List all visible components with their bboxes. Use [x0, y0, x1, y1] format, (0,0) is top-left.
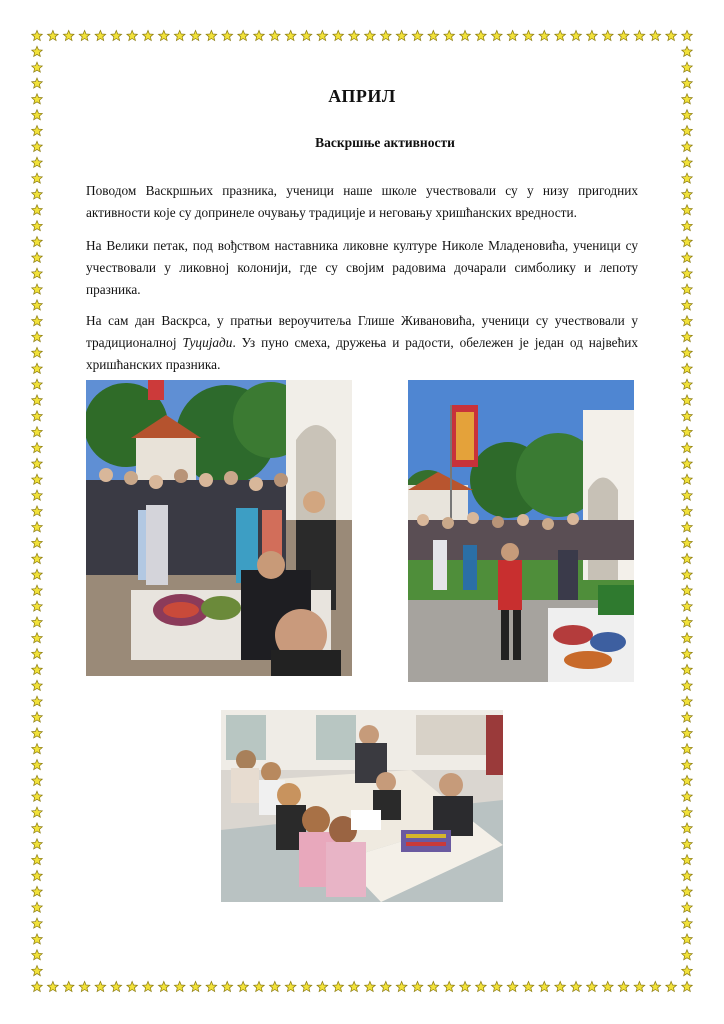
- border-star: [32, 649, 43, 659]
- border-star: [428, 30, 439, 40]
- border-star: [32, 490, 43, 500]
- border-star: [682, 157, 693, 167]
- border-star: [32, 110, 43, 120]
- border-star: [32, 601, 43, 611]
- border-star: [206, 981, 217, 991]
- paragraph-easter-day-text-1: На сам дан Васкрса, у пратњи вероучитеља Глише Живановића, ученици су учествовали у традиционалној: [86, 313, 638, 350]
- border-star: [682, 427, 693, 437]
- border-star: [32, 347, 43, 357]
- border-star: [381, 981, 392, 991]
- border-star: [127, 981, 138, 991]
- border-star: [602, 30, 613, 40]
- border-star: [650, 30, 661, 40]
- border-star: [523, 981, 534, 991]
- border-star: [682, 617, 693, 627]
- border-star: [32, 427, 43, 437]
- border-star: [32, 791, 43, 801]
- border-star: [682, 950, 693, 960]
- border-star: [95, 981, 106, 991]
- border-star: [32, 585, 43, 595]
- border-star: [127, 30, 138, 40]
- border-star: [428, 981, 439, 991]
- border-star: [32, 458, 43, 468]
- border-star: [539, 30, 550, 40]
- border-star: [682, 506, 693, 516]
- border-star: [571, 30, 582, 40]
- border-star: [460, 30, 471, 40]
- border-star: [444, 30, 455, 40]
- border-star: [682, 934, 693, 944]
- border-star: [32, 189, 43, 199]
- border-star: [666, 30, 677, 40]
- border-star: [682, 411, 693, 421]
- border-star: [682, 823, 693, 833]
- border-star: [32, 363, 43, 373]
- border-star: [32, 538, 43, 548]
- border-star: [32, 728, 43, 738]
- border-star: [32, 950, 43, 960]
- border-star: [587, 981, 598, 991]
- border-star: [682, 680, 693, 690]
- border-star: [555, 30, 566, 40]
- border-star: [32, 126, 43, 136]
- border-star: [159, 981, 170, 991]
- photo-churchyard-banner: [408, 380, 634, 682]
- border-star: [254, 30, 265, 40]
- border-star: [32, 316, 43, 326]
- border-star: [63, 30, 74, 40]
- border-star: [32, 411, 43, 421]
- border-star: [32, 569, 43, 579]
- border-star: [682, 363, 693, 373]
- border-star: [555, 981, 566, 991]
- border-star: [682, 205, 693, 215]
- border-star: [32, 870, 43, 880]
- border-star: [365, 30, 376, 40]
- border-star: [682, 664, 693, 674]
- border-star: [682, 490, 693, 500]
- border-star: [650, 981, 661, 991]
- border-star: [507, 30, 518, 40]
- border-star: [32, 522, 43, 532]
- border-star: [32, 902, 43, 912]
- border-star: [32, 934, 43, 944]
- border-star: [634, 30, 645, 40]
- border-star: [682, 791, 693, 801]
- border-star: [222, 981, 233, 991]
- border-star: [174, 30, 185, 40]
- photo-easter-crowd-church: [86, 380, 352, 676]
- border-star: [32, 443, 43, 453]
- border-star: [602, 981, 613, 991]
- border-star: [682, 981, 693, 991]
- border-star: [682, 173, 693, 183]
- border-star: [682, 538, 693, 548]
- border-star: [143, 30, 154, 40]
- border-star: [682, 30, 693, 40]
- border-star: [396, 30, 407, 40]
- border-star: [190, 30, 201, 40]
- border-star: [460, 981, 471, 991]
- border-star: [317, 30, 328, 40]
- border-star: [682, 775, 693, 785]
- border-star: [32, 205, 43, 215]
- border-star: [618, 981, 629, 991]
- border-star: [32, 46, 43, 56]
- border-star: [682, 300, 693, 310]
- border-star: [48, 981, 59, 991]
- border-star: [396, 981, 407, 991]
- border-star: [32, 966, 43, 976]
- border-star: [682, 696, 693, 706]
- border-star: [32, 855, 43, 865]
- border-star: [682, 966, 693, 976]
- border-star: [491, 981, 502, 991]
- border-star: [365, 981, 376, 991]
- border-star: [32, 237, 43, 247]
- border-star: [412, 981, 423, 991]
- border-star: [682, 712, 693, 722]
- border-star: [317, 981, 328, 991]
- border-star: [32, 760, 43, 770]
- border-star: [682, 221, 693, 231]
- border-star: [349, 30, 360, 40]
- border-star: [32, 62, 43, 72]
- border-star: [634, 981, 645, 991]
- border-star: [32, 221, 43, 231]
- border-star: [682, 126, 693, 136]
- border-star: [476, 981, 487, 991]
- border-star: [32, 664, 43, 674]
- paragraph-good-friday: На Велики петак, под вођством наставника ликовне културе Николе Младеновића, ученици су учествовали у ликовној колонији, где су својим радовима дочарали симболику и лепоту празника.: [86, 238, 638, 297]
- border-star: [238, 981, 249, 991]
- border-star: [682, 474, 693, 484]
- border-star: [32, 680, 43, 690]
- border-star: [412, 30, 423, 40]
- border-star: [238, 30, 249, 40]
- border-star: [333, 30, 344, 40]
- border-star: [682, 601, 693, 611]
- border-star: [682, 316, 693, 326]
- border-star: [539, 981, 550, 991]
- border-star: [682, 237, 693, 247]
- border-star: [285, 30, 296, 40]
- border-star: [682, 553, 693, 563]
- border-star: [333, 981, 344, 991]
- border-star: [682, 110, 693, 120]
- border-star: [270, 30, 281, 40]
- border-star: [682, 395, 693, 405]
- border-star: [682, 728, 693, 738]
- border-star: [682, 332, 693, 342]
- paragraph-easter-day-italic: Туцијади: [182, 335, 233, 350]
- border-star: [682, 902, 693, 912]
- border-star: [682, 46, 693, 56]
- border-star: [79, 30, 90, 40]
- border-star: [349, 981, 360, 991]
- border-star: [682, 62, 693, 72]
- paragraph-intro: Поводом Васкршњих празника, ученици наше школе учествовали су у низу пригодних активности које су допринеле очувању традиције и неговању хришћанских вредности.: [86, 183, 638, 220]
- border-star: [682, 855, 693, 865]
- border-star: [682, 443, 693, 453]
- border-star: [111, 30, 122, 40]
- border-star: [32, 173, 43, 183]
- border-star: [222, 30, 233, 40]
- border-star: [32, 157, 43, 167]
- border-star: [682, 870, 693, 880]
- border-star: [301, 981, 312, 991]
- paragraph-easter-day: [86, 310, 638, 376]
- border-star: [682, 268, 693, 278]
- border-star: [32, 141, 43, 151]
- border-star: [571, 981, 582, 991]
- border-star: [666, 981, 677, 991]
- border-star: [476, 30, 487, 40]
- border-star: [507, 981, 518, 991]
- border-star: [32, 474, 43, 484]
- border-star: [32, 823, 43, 833]
- border-star: [682, 522, 693, 532]
- border-star: [32, 807, 43, 817]
- page-title: АПРИЛ: [328, 86, 396, 106]
- border-star: [95, 30, 106, 40]
- border-star: [682, 141, 693, 151]
- border-star: [32, 696, 43, 706]
- border-star: [32, 268, 43, 278]
- border-star: [32, 712, 43, 722]
- section-subtitle: Васкршње активности: [315, 135, 455, 150]
- border-star: [682, 458, 693, 468]
- border-star: [301, 30, 312, 40]
- border-star: [444, 981, 455, 991]
- border-star: [682, 649, 693, 659]
- border-star: [32, 918, 43, 928]
- border-star: [270, 981, 281, 991]
- border-star: [32, 252, 43, 262]
- border-star: [32, 506, 43, 516]
- border-star: [174, 981, 185, 991]
- border-star: [32, 775, 43, 785]
- border-star: [32, 981, 43, 991]
- border-star: [32, 744, 43, 754]
- border-star: [32, 839, 43, 849]
- border-star: [682, 189, 693, 199]
- border-star: [682, 633, 693, 643]
- border-star: [206, 30, 217, 40]
- border-star: [190, 981, 201, 991]
- border-star: [682, 585, 693, 595]
- border-star: [618, 30, 629, 40]
- border-star: [682, 252, 693, 262]
- border-star: [523, 30, 534, 40]
- border-star: [32, 300, 43, 310]
- border-star: [32, 617, 43, 627]
- paragraph-easter-day-text-2: . Уз пуно смеха, дружења и радости, обележен је један од највећих хришћанских празника.: [86, 335, 638, 372]
- border-star: [48, 30, 59, 40]
- border-star: [682, 284, 693, 294]
- border-star: [381, 30, 392, 40]
- border-star: [682, 886, 693, 896]
- border-star: [682, 760, 693, 770]
- border-star: [159, 30, 170, 40]
- border-star: [682, 839, 693, 849]
- border-star: [32, 633, 43, 643]
- border-star: [63, 981, 74, 991]
- border-star: [32, 284, 43, 294]
- border-star: [143, 981, 154, 991]
- border-star: [682, 807, 693, 817]
- border-star: [79, 981, 90, 991]
- border-star: [32, 332, 43, 342]
- border-star: [682, 744, 693, 754]
- photo-classroom-art-colony: [221, 710, 503, 902]
- border-star: [32, 395, 43, 405]
- border-star: [587, 30, 598, 40]
- border-star: [32, 553, 43, 563]
- border-star: [111, 981, 122, 991]
- border-star: [254, 981, 265, 991]
- border-star: [682, 347, 693, 357]
- border-star: [285, 981, 296, 991]
- border-star: [682, 569, 693, 579]
- border-star: [682, 918, 693, 928]
- border-star: [491, 30, 502, 40]
- border-star: [32, 886, 43, 896]
- border-star: [32, 379, 43, 389]
- border-star: [682, 379, 693, 389]
- border-star: [32, 30, 43, 40]
